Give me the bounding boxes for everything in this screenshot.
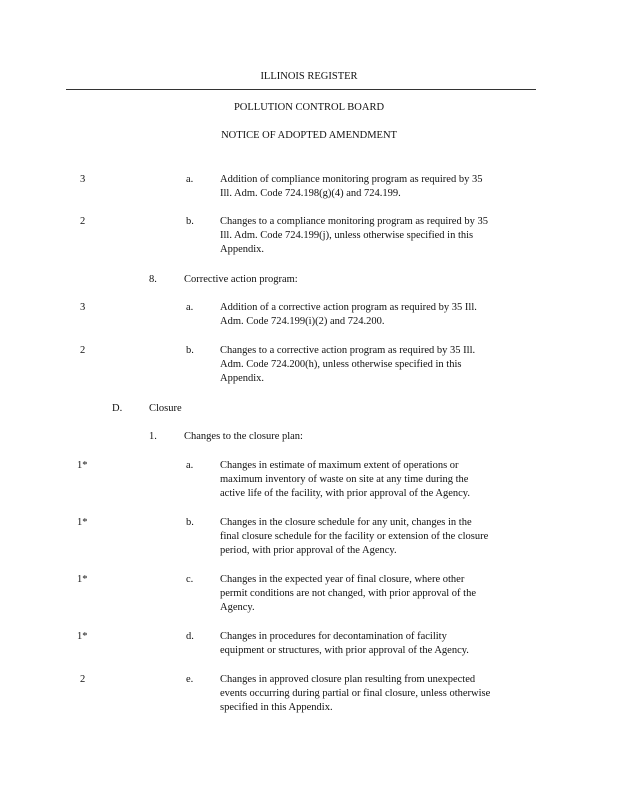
item-letter: d. (186, 631, 194, 642)
item-text: Addition of compliance monitoring program as required by 35 Ill. Adm. Code 724.198(g)(4) and 724.199. (220, 174, 483, 199)
class-number: 1* (77, 574, 88, 585)
item-letter: a. (186, 460, 194, 471)
notice-title: NOTICE OF ADOPTED AMENDMENT (221, 130, 397, 141)
section-number: 1. (149, 431, 157, 442)
item-text: Changes to a corrective action program as required by 35 Ill. Adm. Code 724.200(h), unless otherwise specified in this Appendix. (220, 345, 476, 384)
item-letter: b. (186, 517, 194, 528)
class-number: 1* (77, 517, 88, 528)
item-letter: b. (186, 216, 194, 227)
class-number: 3 (80, 302, 86, 313)
section-number: 8. (149, 274, 157, 285)
item-text: Changes in the expected year of final closure, where other permit conditions are not changed, with prior approval of the Agency. (220, 574, 477, 613)
class-number: 2 (80, 216, 86, 227)
item-letter: a. (186, 174, 194, 185)
item-text: Changes to a compliance monitoring program as required by 35 Ill. Adm. Code 724.199(j), unless otherwise specified in this Appendix. (220, 216, 488, 255)
class-number: 2 (80, 345, 86, 356)
section-title: Corrective action program: (184, 274, 298, 285)
header-rule (66, 89, 536, 90)
class-number: 1* (77, 460, 88, 471)
item-letter: c. (186, 574, 194, 585)
class-number: 3 (80, 174, 86, 185)
item-text: Changes in procedures for decontamination of facility equipment or structures, with prior approval of the Agency. (220, 631, 469, 656)
section-number: D. (112, 403, 123, 414)
item-text: Addition of a corrective action program as required by 35 Ill. Adm. Code 724.199(i)(2) and 724.200. (220, 302, 477, 327)
item-text: Changes in approved closure plan resulting from unexpected events occurring during partial or final closure, unless otherwise specified in this Appendix. (220, 674, 491, 713)
item-text: Changes in estimate of maximum extent of operations or maximum inventory of waste on site at any time during the active life of the facility, with prior approval of the Agency. (220, 460, 470, 499)
class-number: 1* (77, 631, 88, 642)
item-text: Changes in the closure schedule for any unit, changes in the final closure schedule for the facility or extension of the closure period, with prior approval of the Agency. (220, 517, 489, 556)
section-title: Changes to the closure plan: (184, 431, 303, 442)
section-title: Closure (149, 403, 182, 414)
class-number: 2 (80, 674, 86, 685)
board-title: POLLUTION CONTROL BOARD (233, 102, 385, 113)
item-letter: b. (186, 345, 194, 356)
register-title: ILLINOIS REGISTER (260, 71, 358, 82)
item-letter: a. (186, 302, 194, 313)
item-letter: e. (186, 674, 194, 685)
